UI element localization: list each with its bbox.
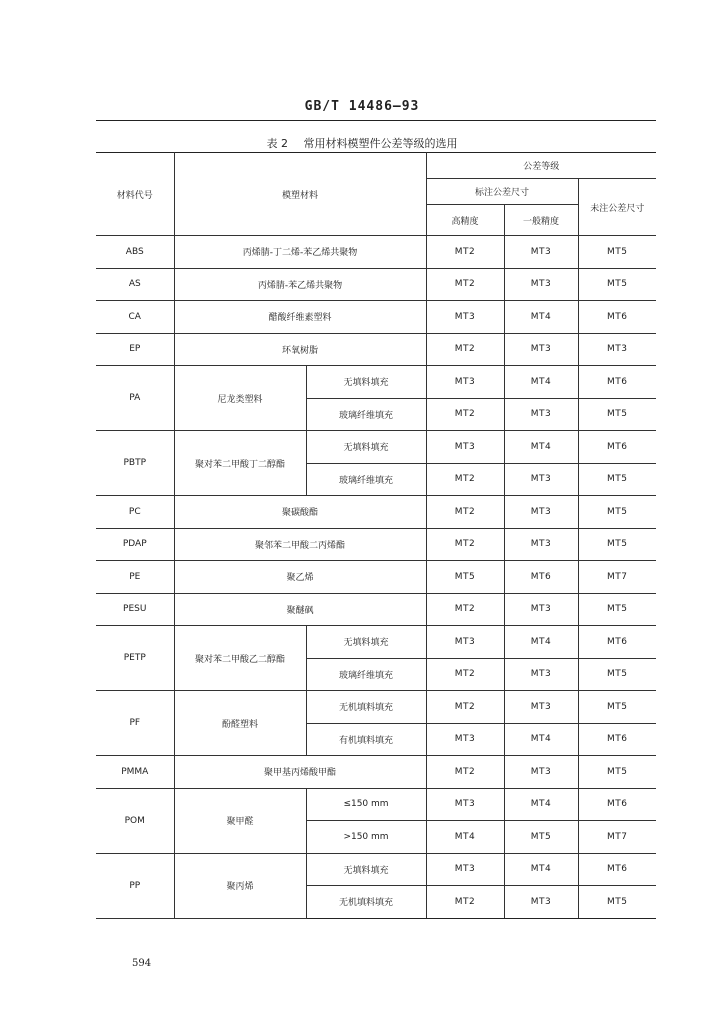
table-title: 常用材料模塑件公差等级的选用	[303, 137, 458, 150]
header-material: 模塑材料	[174, 153, 426, 236]
high-precision-cell: MT3	[426, 723, 504, 756]
material-name-cell: 聚碳酸酯	[174, 496, 426, 529]
header-tolerance-grade: 公差等级	[426, 153, 656, 179]
table-row	[96, 333, 656, 366]
high-precision-cell: MT4	[426, 821, 504, 854]
condition-cell: 无填料填充	[306, 366, 426, 399]
material-name-cell: 尼龙类塑料	[174, 366, 306, 431]
high-precision-cell: MT2	[426, 658, 504, 691]
condition-cell: 无填料填充	[306, 431, 426, 464]
material-name-cell: 聚甲醛	[174, 788, 306, 853]
high-precision-cell: MT2	[426, 236, 504, 269]
high-precision-cell: MT2	[426, 398, 504, 431]
unmarked-tolerance-cell: MT6	[578, 366, 656, 399]
unmarked-tolerance-cell: MT5	[578, 593, 656, 626]
general-precision-cell: MT3	[504, 333, 578, 366]
table-row	[96, 431, 656, 464]
high-precision-cell: MT3	[426, 301, 504, 334]
unmarked-tolerance-cell: MT5	[578, 496, 656, 529]
unmarked-tolerance-cell: MT6	[578, 723, 656, 756]
general-precision-cell: MT3	[504, 496, 578, 529]
condition-cell: 无机填料填充	[306, 886, 426, 919]
general-precision-cell: MT3	[504, 236, 578, 269]
unmarked-tolerance-cell: MT5	[578, 691, 656, 724]
high-precision-cell: MT2	[426, 496, 504, 529]
condition-cell: 玻璃纤维填充	[306, 658, 426, 691]
material-code-cell: POM	[96, 788, 174, 853]
material-name-cell: 丙烯腈-丁二烯-苯乙烯共聚物	[174, 236, 426, 269]
material-name-cell: 聚乙烯	[174, 561, 426, 594]
unmarked-tolerance-cell: MT6	[578, 301, 656, 334]
general-precision-cell: MT4	[504, 723, 578, 756]
material-code-cell: ABS	[96, 236, 174, 269]
high-precision-cell: MT3	[426, 366, 504, 399]
general-precision-cell: MT4	[504, 366, 578, 399]
high-precision-cell: MT3	[426, 626, 504, 659]
high-precision-cell: MT5	[426, 561, 504, 594]
condition-cell: 无机填料填充	[306, 691, 426, 724]
material-name-cell: 聚甲基丙烯酸甲酯	[174, 756, 426, 789]
high-precision-cell: MT2	[426, 268, 504, 301]
unmarked-tolerance-cell: MT6	[578, 626, 656, 659]
table-row	[96, 528, 656, 561]
material-code-cell: AS	[96, 268, 174, 301]
material-name-cell: 聚丙烯	[174, 853, 306, 918]
general-precision-cell: MT3	[504, 756, 578, 789]
high-precision-cell: MT2	[426, 463, 504, 496]
general-precision-cell: MT3	[504, 658, 578, 691]
unmarked-tolerance-cell: MT7	[578, 561, 656, 594]
condition-cell: 有机填料填充	[306, 723, 426, 756]
material-name-cell: 聚醚砜	[174, 593, 426, 626]
material-name-cell: 环氧树脂	[174, 333, 426, 366]
header-general-precision: 一般精度	[504, 205, 578, 236]
unmarked-tolerance-cell: MT6	[578, 431, 656, 464]
material-name-cell: 聚对苯二甲酸丁二醇酯	[174, 431, 306, 496]
material-code-cell: PESU	[96, 593, 174, 626]
general-precision-cell: MT3	[504, 398, 578, 431]
material-code-cell: EP	[96, 333, 174, 366]
unmarked-tolerance-cell: MT6	[578, 853, 656, 886]
general-precision-cell: MT3	[504, 886, 578, 919]
material-name-cell: 醋酸纤维素塑料	[174, 301, 426, 334]
table-row	[96, 593, 656, 626]
table-row	[96, 853, 656, 886]
high-precision-cell: MT3	[426, 853, 504, 886]
high-precision-cell: MT2	[426, 691, 504, 724]
condition-cell: 玻璃纤维填充	[306, 398, 426, 431]
material-code-cell: PA	[96, 366, 174, 431]
condition-cell: 玻璃纤维填充	[306, 463, 426, 496]
tolerance-table	[96, 152, 656, 919]
table-row	[96, 691, 656, 724]
unmarked-tolerance-cell: MT6	[578, 788, 656, 821]
general-precision-cell: MT4	[504, 626, 578, 659]
standard-code: GB/T 14486—93	[304, 99, 420, 114]
high-precision-cell: MT2	[426, 333, 504, 366]
general-precision-cell: MT3	[504, 268, 578, 301]
unmarked-tolerance-cell: MT7	[578, 821, 656, 854]
table-row	[96, 301, 656, 334]
header-marked-tolerance: 标注公差尺寸	[426, 179, 578, 205]
material-code-cell: PMMA	[96, 756, 174, 789]
material-name-cell: 酚醛塑料	[174, 691, 306, 756]
general-precision-cell: MT4	[504, 788, 578, 821]
material-code-cell: PBTP	[96, 431, 174, 496]
unmarked-tolerance-cell: MT5	[578, 658, 656, 691]
table-row	[96, 236, 656, 269]
high-precision-cell: MT2	[426, 886, 504, 919]
material-name-cell: 聚邻苯二甲酸二丙烯酯	[174, 528, 426, 561]
header-high-precision: 高精度	[426, 205, 504, 236]
condition-cell: 无填料填充	[306, 853, 426, 886]
table-number: 表 2	[266, 137, 288, 150]
general-precision-cell: MT6	[504, 561, 578, 594]
unmarked-tolerance-cell: MT3	[578, 333, 656, 366]
general-precision-cell: MT4	[504, 853, 578, 886]
unmarked-tolerance-cell: MT5	[578, 236, 656, 269]
unmarked-tolerance-cell: MT5	[578, 756, 656, 789]
high-precision-cell: MT3	[426, 431, 504, 464]
material-code-cell: CA	[96, 301, 174, 334]
condition-cell: ≤150 mm	[306, 788, 426, 821]
table-row	[96, 496, 656, 529]
high-precision-cell: MT2	[426, 528, 504, 561]
general-precision-cell: MT4	[504, 431, 578, 464]
unmarked-tolerance-cell: MT5	[578, 268, 656, 301]
general-precision-cell: MT3	[504, 463, 578, 496]
general-precision-cell: MT3	[504, 593, 578, 626]
condition-cell: 无填料填充	[306, 626, 426, 659]
material-code-cell: PF	[96, 691, 174, 756]
material-code-cell: PETP	[96, 626, 174, 691]
unmarked-tolerance-cell: MT5	[578, 528, 656, 561]
table-row	[96, 366, 656, 399]
table-row	[96, 788, 656, 821]
material-code-cell: PDAP	[96, 528, 174, 561]
general-precision-cell: MT4	[504, 301, 578, 334]
high-precision-cell: MT2	[426, 756, 504, 789]
header-code: 材料代号	[96, 153, 174, 236]
material-name-cell: 聚对苯二甲酸乙二醇酯	[174, 626, 306, 691]
material-code-cell: PE	[96, 561, 174, 594]
unmarked-tolerance-cell: MT5	[578, 886, 656, 919]
general-precision-cell: MT3	[504, 691, 578, 724]
general-precision-cell: MT5	[504, 821, 578, 854]
table-row	[96, 756, 656, 789]
general-precision-cell: MT3	[504, 528, 578, 561]
unmarked-tolerance-cell: MT5	[578, 398, 656, 431]
material-name-cell: 丙烯腈-苯乙烯共聚物	[174, 268, 426, 301]
table-row	[96, 561, 656, 594]
condition-cell: >150 mm	[306, 821, 426, 854]
table-row	[96, 268, 656, 301]
high-precision-cell: MT2	[426, 593, 504, 626]
header-rule	[96, 120, 656, 121]
material-code-cell: PC	[96, 496, 174, 529]
table-row	[96, 626, 656, 659]
high-precision-cell: MT3	[426, 788, 504, 821]
table-caption	[0, 135, 724, 151]
header-unmarked-tolerance: 未注公差尺寸	[578, 179, 656, 236]
unmarked-tolerance-cell: MT5	[578, 463, 656, 496]
material-code-cell: PP	[96, 853, 174, 918]
page-number: 594	[132, 958, 152, 969]
